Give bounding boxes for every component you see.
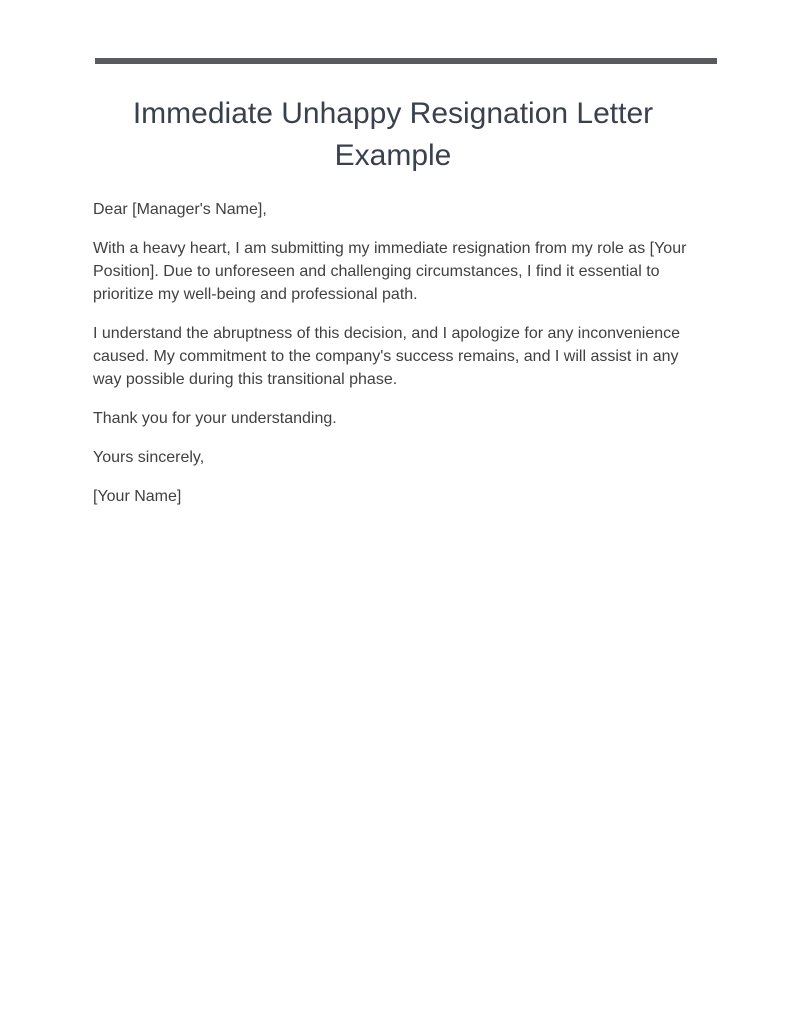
closing-line: Yours sincerely, [93, 449, 205, 466]
document-title: Immediate Unhappy Resignation Letter Example [132, 97, 654, 172]
thanks-line: Thank you for your understanding. [93, 410, 337, 427]
body-paragraph-1: With a heavy heart, I am submitting my immediate resignation from my role as [Your Position]. Due to unforeseen and challenging circumstances, I find it essential to prioritize my well-being and professional path. [93, 240, 687, 303]
top-divider-rule [95, 58, 717, 64]
letter-body [93, 198, 693, 524]
body-paragraph-2: I understand the abruptness of this decision, and I apologize for any inconvenience caused. My commitment to the company's success remains, and I will assist in any way possible during this transitional phase. [93, 325, 681, 388]
salutation-line: Dear [Manager's Name], [93, 201, 267, 218]
signature-name: [Your Name] [93, 488, 182, 505]
